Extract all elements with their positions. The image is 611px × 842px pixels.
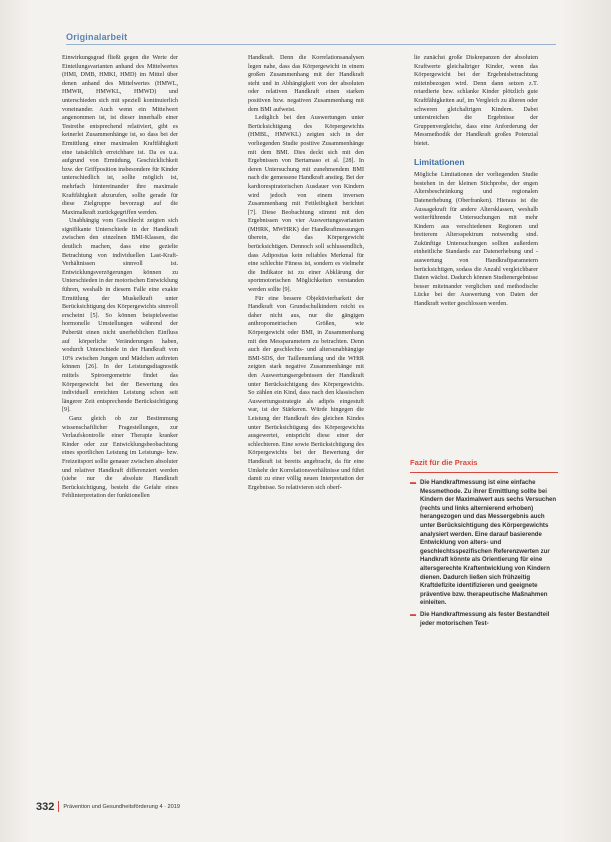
paragraph: Ganz gleich ob zur Bestimmung wissenschaftlicher Fragestellungen, zur Verlaufskontrolle einer Therapie kranker Kinder oder zur Entwicklungsbeobachtung eines sportlichen Leistung im Leistungs- bzw. Freizeitsport sollte genauer zwischen absoluter und relativer Handkraft differenziert werden (siehe nur die absolute Handkraft Berücksichtigung, besteht die Gefahr eines Fehlinterpretation der funktionellen: [62, 415, 178, 500]
text-column-1: [62, 54, 178, 501]
fazit-item: [410, 479, 558, 608]
journal-name: Prävention und Gesundheitsförderung 4 · 2019: [63, 803, 180, 810]
paragraph: Unabhängig vom Geschlecht zeigten sich signifikante Unterschiede in der Handkraft zwischen den einzelnen BMI-Klassen, die deutlich machen, dass eine gezielte Betrachtung von individuellen Last-Kraft-Verhältnissen sinnvoll ist. Entwicklungsverzögerungen können zu Unterschieden in der motorischen Entwicklung führen, weshalb in diesem Falle eine exakte Ermittlung der Muskelkraft unter Berücksichtigung des Körpergewichts sinnvoll erscheint [5]. So können beispielsweise hormonelle Umstellungen während der Pubertät einen nicht unerheblichen Einfluss auf körperliche Veränderungen haben, wodurch Unterschiede in der Handkraft von 10% zwischen Jungen und Mädchen auftreten können [26]. In der Leistungsdiagnostik mittels Spiroergometrie findet das Körpergewicht bei der Bewertung des individuell erreichten Leistung schon seit längerer Zeit entsprechende Berücksichtigung [9].: [62, 218, 178, 414]
page-number: 332: [36, 800, 55, 813]
text-column-2: [248, 54, 364, 492]
fazit-item-text: Die Handkraftmessung ist eine einfache Messmethode. Zu ihrer Ermittlung sollte bei Kindern der Maximalwert aus sechs Versuchen (rechts und links alternierend erhoben) herangezogen und das Messergebnis auch unter Berücksichtigung des Körpergewichts analysiert werden. Eine darauf basierende Entwicklung von alters- und geschlechtsspezifischen Referenzwerten zur Handkraft könnte als Orientierung für eine altersgerechte Kraftentwicklung von Kindern dienen. Dadurch ließen sich frühzeitig Kraftdefizite identifizieren und geeignete präventive bzw. therapeutische Maßnahmen einleiten.: [420, 479, 557, 607]
paragraph: Für eine bessere Objektivierbarkeit der Handkraft von Grundschulkindern reicht es daher nicht aus, nur die gängigen anthropometrischen Größen, wie Körpergewicht oder BMI, in Zusammenhang mit den Messparametern zu betrachten. Denn auch der geschlechts- und altersunabhängige BMI-SDS, der Taillenumfang und die WHtR zeigten stark negative Zusammenhänge mit den Auswertungsergebnissen der Handkraft unter Berücksichtigung des Körpergewichts. So zählen ein Kind, dass nach den klassischen Auswertungsstrategie als adipös eingestuft war, ist der Stärkeren. Würde hingegen die Leistung der Handkraft des gleichen Kindes unter Berücksichtigung des Körpergewichts ausgewertet, entspricht diese einer der schlechteren. Eine sowie Berücksichtigung des Körpergewichts bei der Bewertung der Handkraft ist bereits angebracht, da für eine Umkehr der Korrelationsverhältnisse und führt damit zu einer völlig neuen Interpretation der Ergebnisse. So relativieren sich oberf-: [248, 295, 364, 491]
footer-divider: [58, 801, 59, 812]
heading-limitationen: Limitationen: [414, 156, 465, 167]
header-rule: [66, 44, 556, 45]
dash-bullet-icon: ▬: [410, 479, 417, 486]
paragraph: Mögliche Limitationen der vorliegenden Studie bestehen in der kleinen Stichprobe, der engen Altersbeschränkung und regionalen Datenerhebung (Oberfranken). Hieraus ist die Aussagekraft für andere Altersklassen, weshalb weiterführende Untersuchungen mit mehr Kindern aus verschiedenen Regionen und breiterem Altersspektrum notwendig sind. Zukünftige Untersuchungen sollten außerdem einheitliche Standards zur Datenerhebung und -auswertung von Handkraftparametern berücksichtigen, sodass die Anzahl vergleichbarer Daten wächst. Dadurch können Studienergebnisse besser miteinander verglichen und methodische Lücke bei der Auswertung von Daten der Handkraft weiter geschlossen werden.: [414, 172, 538, 308]
page-footer: [36, 798, 180, 816]
section-tag: Originalarbeit: [66, 32, 128, 42]
dash-bullet-icon: ▬: [410, 610, 417, 618]
fazit-rule: [410, 472, 558, 473]
fazit-title: Fazit für die Praxis: [410, 458, 478, 467]
fazit-item: [410, 611, 558, 628]
paragraph: Handkraft. Denn die Korrelationsanalysen legen nahe, dass das Körpergewicht in einem großen Zusammenhang mit der Handkraft steht und in Abhängigkeit von der absoluten oder relativen Handkraft einen starken positiven bzw. negativen Zusammenhang mit dem BMI aufweist.: [248, 55, 364, 113]
text-column-3: [414, 54, 538, 309]
fazit-box: [410, 458, 558, 631]
fazit-item-text: Die Handkraftmessung als fester Bestandteil jeder motorischen Test-: [420, 610, 550, 627]
paragraph: Lediglich bei den Auswertungen unter Berücksichtigung des Körpergewichts (HMBL, HMWKL) zeigten sich in der vorliegenden Studie positive Zusammenhänge mit dem BMI. Dies deckt sich mit den Ergebnissen von Bertamaso et al. [28]. In deren Untersuchung mit zunehmendem BMI nach die gemessene Handkraft anstieg. Bei der kardiorespiratorischen Ausdauer von Kindern wird jedoch von einem inversen Zusammenhang mit Fettleibigkeit berichtet [7]. Diese Beobachtung stimmt mit den Ergebnissen von vier Auswertungsvarianten (MHRK, MWHRK) der Handkraftmessungen überein, die das Körpergewicht berücksichtigen. Dennoch soll schlussendlich, dass Adipositas kein reliables Merkmal für eine schlechte Fitness ist, sondern es vielmehr die Indikator ist zu einer Abklärung der sportmotorischen Möglichkeiten verstanden werden sollte [9].: [248, 115, 364, 294]
paragraph: lie zunächst große Diskrepanzen der absoluten Kraftwerte gleichaltriger Kinder, wenn das Körpergewicht bei der Ergebnisbetrachtung miteinbezogen wird. Denn dann setzen z.T. retardierte bzw. schlanke Kinder plötzlich gute Kraftfähigkeiten auf, im Vergleich zu älteren oder schweren gleichaltrigen Kindern. Dabei unterstreichen die Ergebnisse der Gruppenvergleiche, dass eine Anforderung der Messmethodik der Handkraft großes Potenzial bietet.: [414, 55, 538, 147]
paragraph: Einwirkungsgrad fließt gegen die Werte der Einteilungsvarianten anhand des Mittelwertes (HMI, DMB, HMKI, HMD) im Mittel über denen anhand des Mittelwertes (HMWL, HMWR, HMWKL, HMWD) und unterschieden sich mit speziell kontinuierlich voneinander. Auch wenn ein Mittelwert angenommen ist, ist dieser innerhalb einer Testreihe entsprechend relativiert, gibt es keinerlei Zusammenhänge ist, so dass bei der Ermittlung einer maximalen Kraftfähigkeit eine tatsächlich erreichbare ist. Da es u.a. aufgrund von Ermüdung, Geschicklichkeit bzw. der Griffposition insbesondere für Kinder unterschiedlich ist, sollte möglich ist, mehrfach hintereinander ihre maximale Kraftfähigkeit abzurufen, sollte gerade für diese Zielgruppe bevorzugt auf die Maximalkraft zurückgegriffen werden.: [62, 55, 178, 216]
